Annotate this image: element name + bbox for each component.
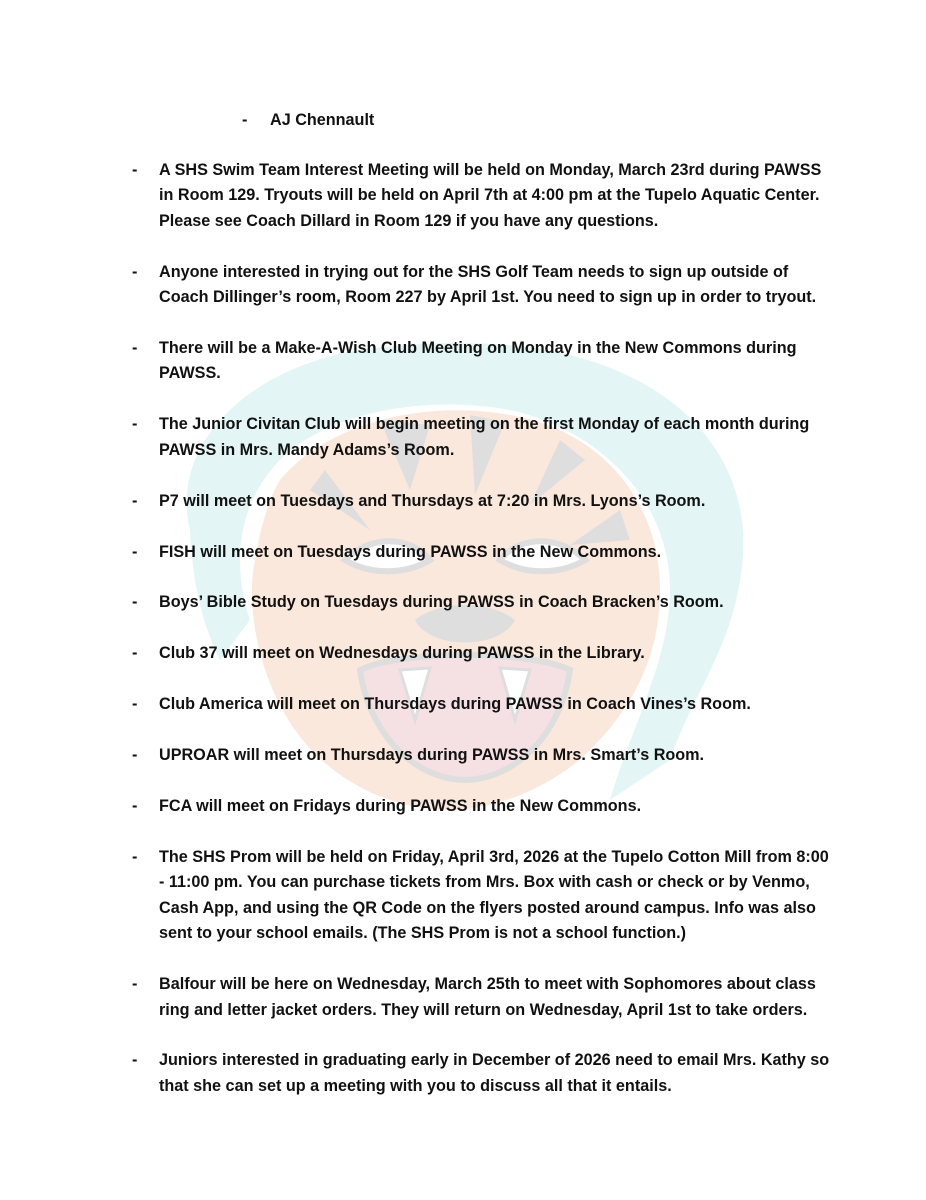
bullet-dash: - xyxy=(132,542,138,561)
announcement-list xyxy=(132,158,832,1125)
bullet-dash: - xyxy=(132,746,138,765)
announcement-text: FCA will meet on Fridays during PAWSS in the New Commons. xyxy=(159,797,642,816)
announcement-text: FISH will meet on Tuesdays during PAWSS in the New Commons. xyxy=(159,542,662,561)
list-item xyxy=(132,692,832,717)
bullet-dash: - xyxy=(132,848,138,866)
bullet-dash: - xyxy=(132,161,138,179)
bullet-dash: - xyxy=(132,593,138,612)
announcement-text: Boys’ Bible Study on Tuesdays during PAWSS in Coach Bracken’s Room. xyxy=(159,593,724,612)
announcement-text: P7 will meet on Tuesdays and Thursdays at 7:20 in Mrs. Lyons’s Room. xyxy=(159,491,706,510)
list-item xyxy=(132,845,832,947)
list-item xyxy=(132,540,832,565)
announcement-text: UPROAR will meet on Thursdays during PAWSS in Mrs. Smart’s Room. xyxy=(159,746,705,765)
sub-list-item xyxy=(242,108,374,133)
bullet-dash: - xyxy=(132,415,138,434)
bullet-dash: - xyxy=(242,111,248,129)
announcement-text: Anyone interested in trying out for the SHS Golf Team needs to sign up outside of Coach Dillinger’s room, Room 227 by April 1st. You need to sign up in order to tryout. xyxy=(159,262,817,307)
announcement-text: There will be a Make-A-Wish Club Meeting on Monday in the New Commons during PAWSS. xyxy=(159,339,797,383)
bullet-dash: - xyxy=(132,262,138,281)
bullet-dash: - xyxy=(132,797,138,816)
announcement-text: Juniors interested in graduating early in December of 2026 need to email Mrs. Kathy so that she can set up a meeting with you to discuss all that it entails. xyxy=(159,1051,830,1095)
bullet-dash: - xyxy=(132,975,138,994)
list-item xyxy=(132,743,832,768)
list-item xyxy=(132,412,832,463)
list-item xyxy=(132,489,832,514)
bullet-dash: - xyxy=(132,1051,138,1070)
bullet-dash: - xyxy=(132,644,138,663)
sub-item-text: AJ Chennault xyxy=(270,111,375,129)
list-item xyxy=(132,972,832,1023)
bullet-dash: - xyxy=(132,339,138,358)
list-item xyxy=(132,641,832,666)
announcement-text: Club America will meet on Thursdays during PAWSS in Coach Vines’s Room. xyxy=(159,695,751,714)
list-item xyxy=(132,260,832,311)
bullet-dash: - xyxy=(132,695,138,714)
list-item xyxy=(132,1048,832,1099)
announcement-text: Balfour will be here on Wednesday, March 25th to meet with Sophomores about class ring and letter jacket orders. They will return on Wednesday, April 1st to take orders. xyxy=(159,975,816,1019)
list-item xyxy=(132,158,832,234)
announcement-text: The SHS Prom will be held on Friday, April 3rd, 2026 at the Tupelo Cotton Mill from 8:00 - 11:00 pm. You can purchase tickets from Mrs. Box with cash or check or by Venmo, Cash App, and using the QR Code on the flyers posted around campus. Info was also sent to your school emails. (The SHS Prom is not a school function.) xyxy=(159,848,829,943)
list-item xyxy=(132,590,832,615)
list-item xyxy=(132,794,832,819)
bullet-dash: - xyxy=(132,491,138,510)
announcement-text: Club 37 will meet on Wednesdays during PAWSS in the Library. xyxy=(159,644,645,663)
announcement-text: A SHS Swim Team Interest Meeting will be held on Monday, March 23rd during PAWSS in Room 129. Tryouts will be held on April 7th at 4:00 pm at the Tupelo Aquatic Center. Please see Coach Dillard in Room 129 if you have any questions. xyxy=(159,161,822,230)
list-item xyxy=(132,336,832,387)
announcement-text: The Junior Civitan Club will begin meeting on the first Monday of each month during PAWSS in Mrs. Mandy Adams’s Room. xyxy=(159,415,810,459)
